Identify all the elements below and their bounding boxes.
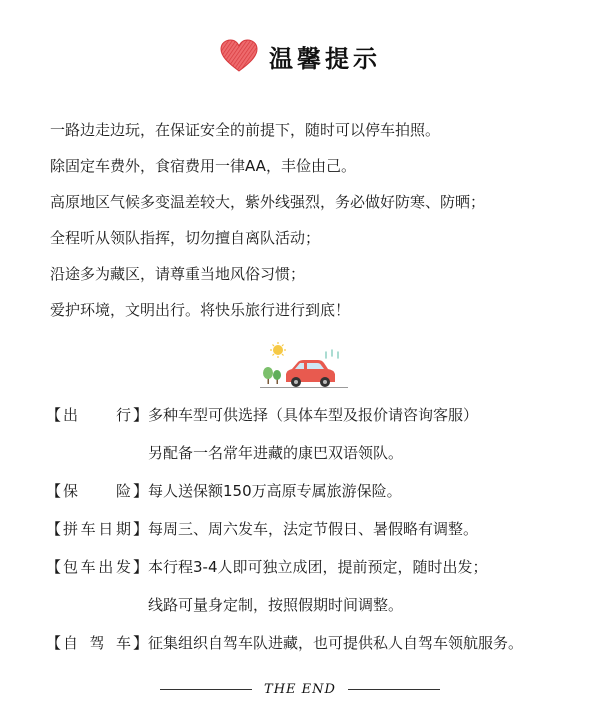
- info-label: 【 拼 车 日 期 】: [46, 520, 148, 538]
- tree-icon: [263, 367, 281, 384]
- info-row-carpool-dates: [46, 514, 594, 544]
- tip-item: 除固定车费外，食宿费用一律AA，丰俭由己。: [50, 157, 356, 175]
- info-label: 【 自 驾 车 】: [46, 634, 148, 652]
- info-label: 【 保 险 】: [46, 482, 148, 500]
- rain-icon: [326, 350, 338, 358]
- page-title: 温馨提示: [269, 43, 381, 73]
- info-content: 本行程3-4人即可独立成团，提前预定，随时出发； 线路可量身定制，按照假期时间调整。: [148, 558, 488, 614]
- info-row-transport: [46, 400, 594, 468]
- footer-divider-left: [160, 689, 252, 690]
- tip-item: 全程听从领队指挥，切勿擅自离队活动；: [50, 229, 321, 247]
- info-content: 多种车型可供选择（具体车型及报价请咨询客服） 另配备一名常年进藏的康巴双语领队。: [148, 406, 479, 462]
- car-icon: [286, 360, 335, 387]
- info-content: 征集组织自驾车队进藏，也可提供私人自驾车领航服务。: [148, 634, 524, 652]
- footer-divider-right: [348, 689, 440, 690]
- tip-item: 沿途多为藏区，请尊重当地风俗习惯；: [50, 265, 306, 283]
- tip-item: 一路边走边玩，在保证安全的前提下，随时可以停车拍照。: [50, 121, 441, 139]
- sun-icon: [270, 342, 286, 358]
- info-section: [46, 400, 594, 666]
- info-row-self-drive: [46, 628, 594, 658]
- tip-item: 爱护环境，文明出行。将快乐旅行进行到底！: [50, 301, 351, 319]
- info-label: 【 出 行 】: [46, 406, 148, 424]
- header: [0, 36, 600, 76]
- tips-list: [50, 112, 580, 328]
- heart-icon: [219, 38, 259, 74]
- info-content: 每人送保额150万高原专属旅游保险。: [148, 482, 402, 500]
- tip-item: 高原地区气候多变温差较大，紫外线强烈，务必做好防寒、防晒；: [50, 193, 486, 211]
- car-trip-icon: [254, 342, 354, 394]
- info-label: 【 包 车 出 发 】: [46, 558, 148, 576]
- info-row-charter: [46, 552, 594, 620]
- footer-end-text: THE END: [264, 682, 336, 697]
- info-row-insurance: [46, 476, 594, 506]
- info-content: 每周三、周六发车，法定节假日、暑假略有调整。: [148, 520, 479, 538]
- footer: [0, 682, 600, 697]
